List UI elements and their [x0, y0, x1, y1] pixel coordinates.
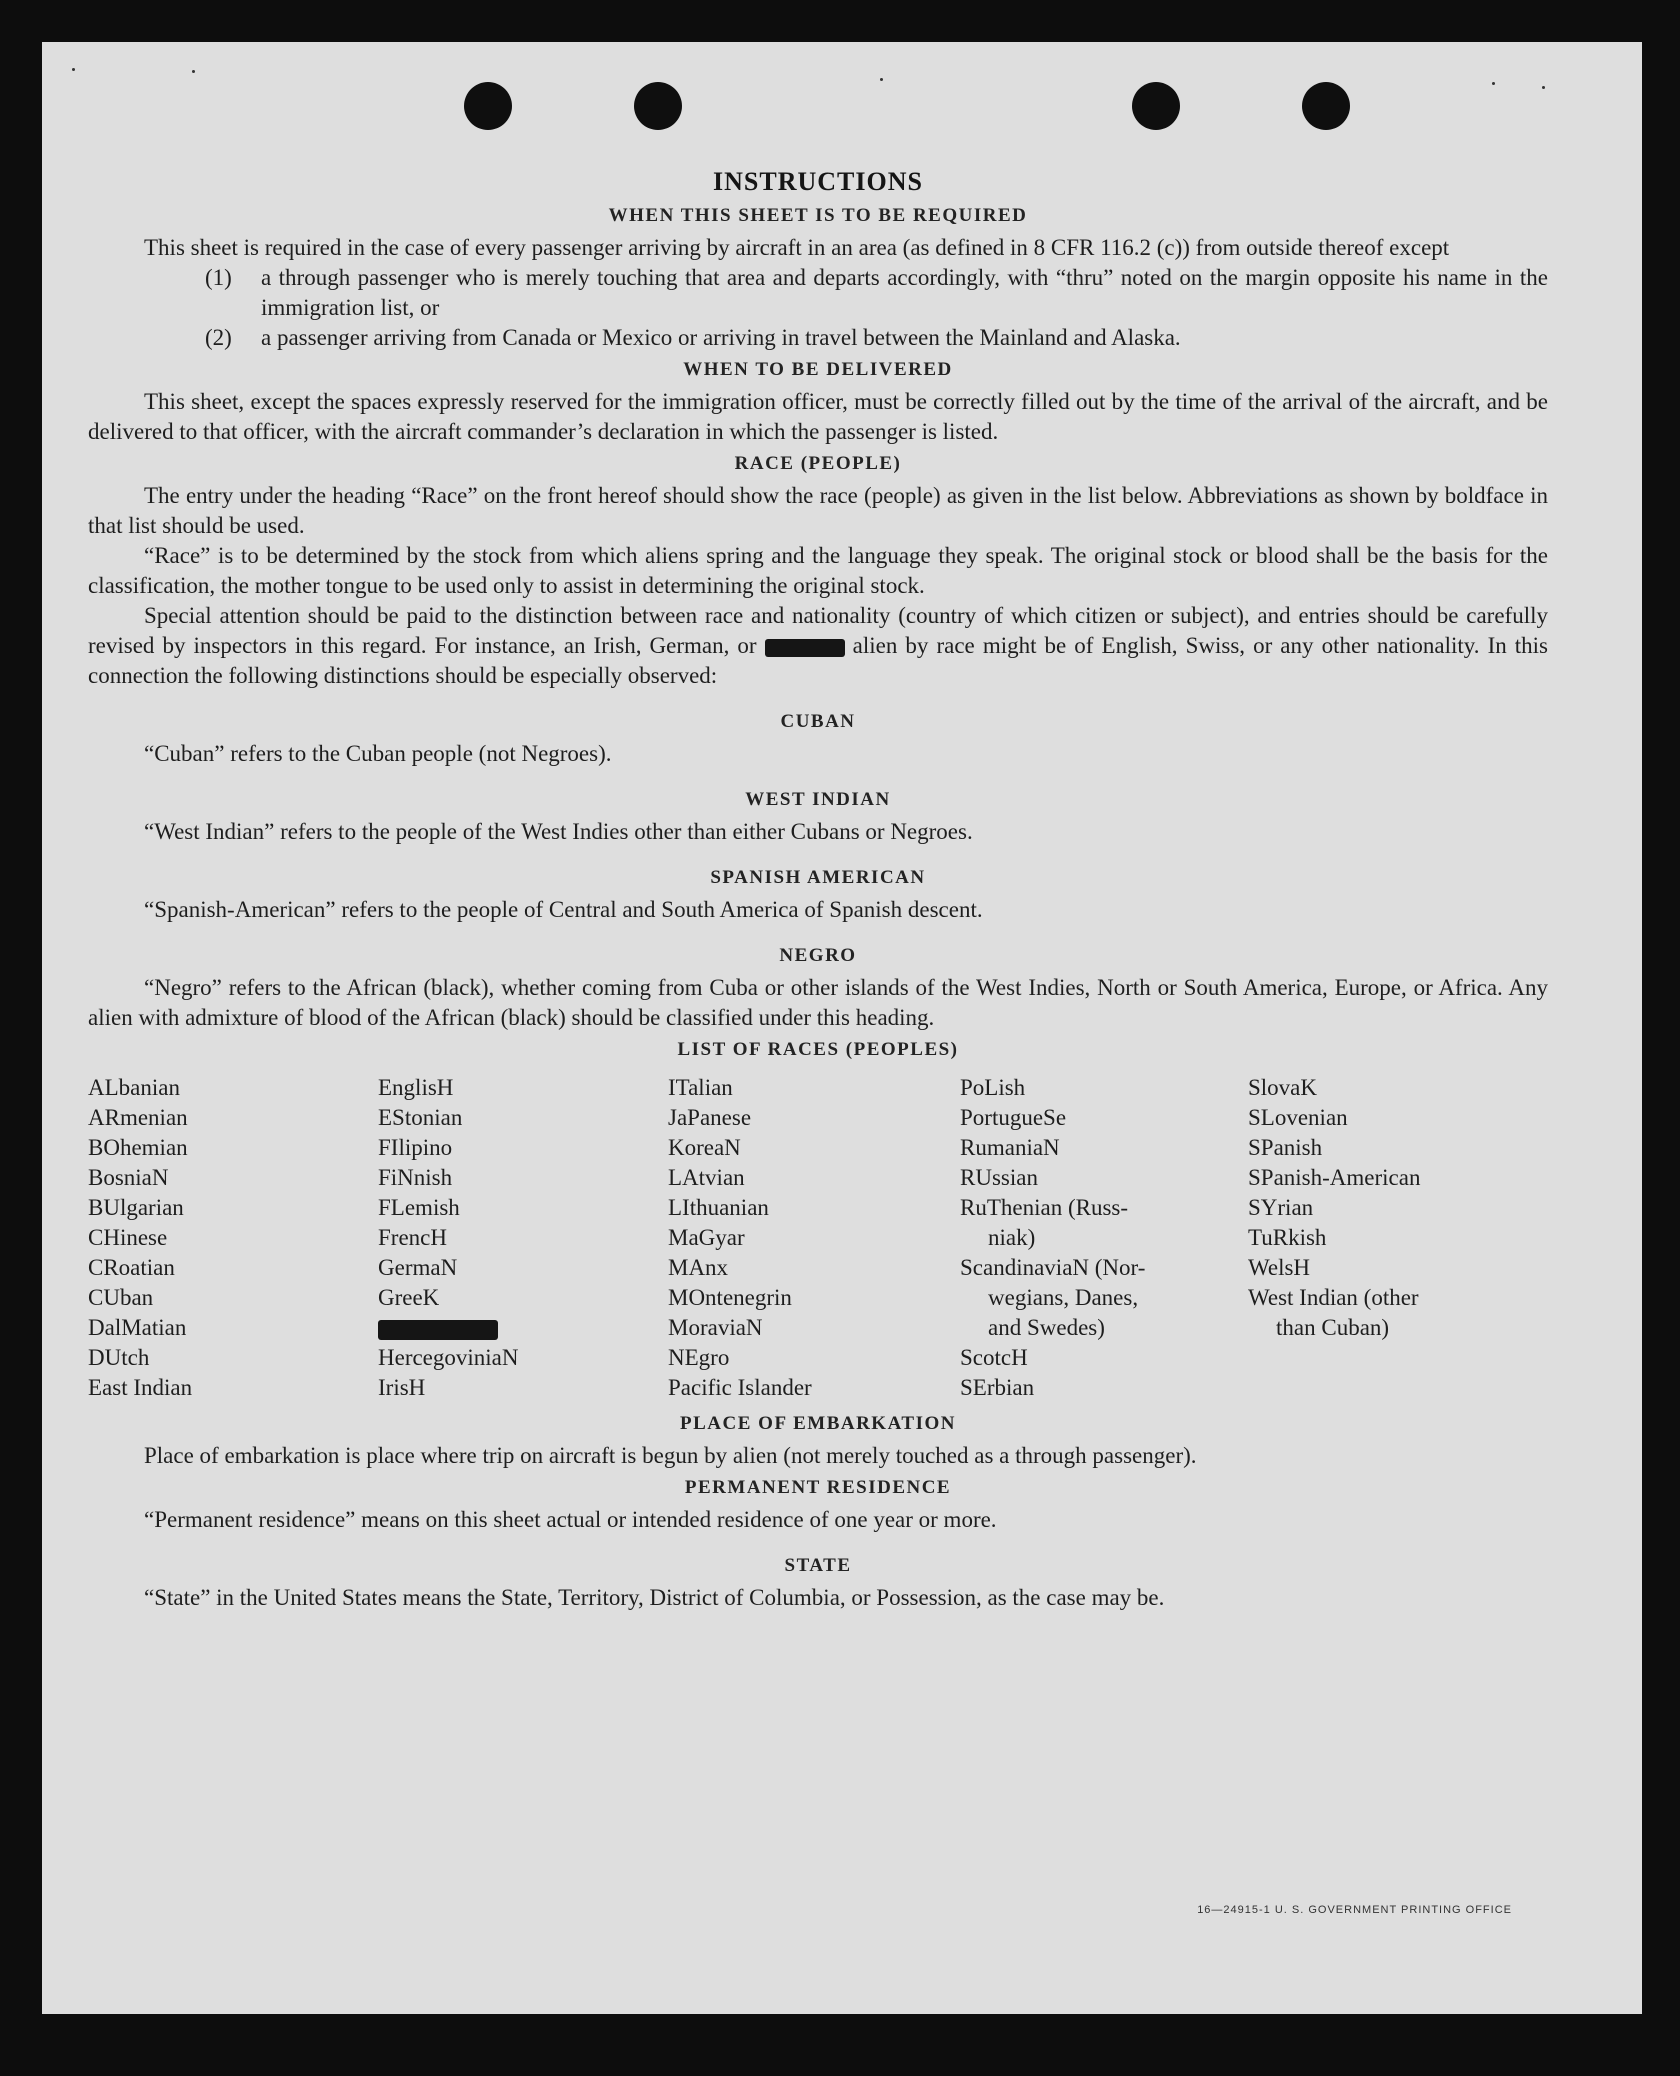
- race-item: WelsH: [1248, 1255, 1311, 1280]
- race-item: DalMatian: [88, 1315, 187, 1340]
- race-item: SErbian: [960, 1375, 1035, 1400]
- race-list: [88, 1073, 1548, 1403]
- printing-office-code: 16—24915-1 U. S. GOVERNMENT PRINTING OFFICE: [1197, 1904, 1512, 1916]
- section-heading-spanish-american: SPANISH AMERICAN: [710, 867, 926, 888]
- race-item: ARmenian: [88, 1105, 188, 1130]
- race-item: RumaniaN: [960, 1135, 1060, 1160]
- race-item-continued: than Cuban): [1276, 1315, 1390, 1340]
- dust-speck: [1542, 86, 1545, 89]
- race-item: ScotcH: [960, 1345, 1028, 1370]
- race-item: MoraviaN: [668, 1315, 763, 1340]
- race-item: SPanish-American: [1248, 1165, 1421, 1190]
- race-item: EnglisH: [378, 1075, 454, 1100]
- race-item: GreeK: [378, 1285, 440, 1310]
- race-item: ALbanian: [88, 1075, 180, 1100]
- race-item: CHinese: [88, 1225, 168, 1250]
- race-item: SLovenian: [1248, 1105, 1348, 1130]
- race-item: TuRkish: [1248, 1225, 1327, 1250]
- list-item: (2) a passenger arriving from Canada or Mexico or arriving in travel between the Mainland and Alaska.: [205, 325, 1181, 350]
- race-item: West Indian (other: [1248, 1285, 1419, 1310]
- section-heading-residence: PERMANENT RESIDENCE: [684, 1477, 952, 1498]
- race-column-5: [1248, 1073, 1548, 1403]
- race-item: HercegoviniaN: [378, 1345, 519, 1370]
- race-item-continued: niak): [988, 1225, 1036, 1250]
- list-item: (1) a through passenger who is merely touching that area and departs accordingly, with “thru” noted on the margin opposite his name in the immigration list, or: [205, 265, 1548, 320]
- race-item: MAnx: [668, 1255, 729, 1280]
- page-title: INSTRUCTIONS: [713, 167, 923, 196]
- race-item: FLemish: [378, 1195, 460, 1220]
- race-item: ITalian: [668, 1075, 733, 1100]
- race-item: SYrian: [1248, 1195, 1314, 1220]
- spanish-american-text: “Spanish-American” refers to the people of Central and South America of Spanish descent.: [144, 897, 983, 922]
- race-item: LAtvian: [668, 1165, 745, 1190]
- section-heading-cuban: CUBAN: [780, 711, 856, 732]
- section-heading-race: RACE (PEOPLE): [734, 453, 902, 474]
- race-item: NEgro: [668, 1345, 730, 1370]
- punch-hole: [464, 82, 512, 130]
- punch-hole: [1302, 82, 1350, 130]
- exception-list: [88, 263, 1548, 353]
- race-paragraph-3: Special attention should be paid to the distinction between race and nationality (country of which citizen or subject), and entries should be carefully revised by inspectors in this regard. For instance, an Irish, German, or alien by race might be of English, Swiss, or any other nationality. In this connection the following distinctions should be especially observed:: [88, 603, 1549, 688]
- race-item: BUlgarian: [88, 1195, 184, 1220]
- when-delivered-text: This sheet, except the spaces expressly reserved for the immigration officer, must be correctly filled out by the time of the arrival of the aircraft, and be delivered to that officer, with the aircraft commander’s declaration in which the passenger is listed.: [88, 389, 1548, 444]
- race-item: MaGyar: [668, 1225, 745, 1250]
- race-item: RuThenian (Russ-: [960, 1195, 1129, 1220]
- race-item: ScandinaviaN (Nor-: [960, 1255, 1146, 1280]
- race-paragraph-2: “Race” is to be determined by the stock from which aliens spring and the language they speak. The original stock or blood shall be the basis for the classification, the mother tongue to be used only to assist in determining the original stock.: [88, 543, 1548, 598]
- section-heading-list-of-races: LIST OF RACES (PEOPLES): [677, 1039, 959, 1060]
- race-item: FrencH: [378, 1225, 447, 1250]
- race-item-continued: wegians, Danes,: [988, 1285, 1139, 1310]
- section-heading-state: STATE: [784, 1555, 852, 1576]
- negro-text: “Negro” refers to the African (black), whether coming from Cuba or other islands of the West Indies, North or South America, Europe, or Africa. Any alien with admixture of blood of the African (black) should be classified under this heading.: [88, 975, 1548, 1030]
- redaction-mark: [765, 639, 845, 657]
- race-item: LIthuanian: [668, 1195, 769, 1220]
- race-item: KoreaN: [668, 1135, 741, 1160]
- residence-text: “Permanent residence” means on this sheet actual or intended residence of one year or more.: [144, 1507, 997, 1532]
- race-item: JaPanese: [668, 1105, 752, 1130]
- race-column-2: [378, 1073, 668, 1403]
- race-item: FiNnish: [378, 1165, 453, 1190]
- when-required-intro: This sheet is required in the case of every passenger arriving by aircraft in an area (as defined in 8 CFR 116.2 (c)) from outside thereof except: [144, 235, 1450, 260]
- race-item: PortugueSe: [960, 1105, 1067, 1130]
- race-item: MOntenegrin: [668, 1285, 792, 1310]
- section-heading-embarkation: PLACE OF EMBARKATION: [680, 1413, 956, 1434]
- race-item: SPanish: [1248, 1135, 1323, 1160]
- race-item: EStonian: [378, 1105, 463, 1130]
- dust-speck: [1492, 82, 1495, 85]
- race-item: IrisH: [378, 1375, 426, 1400]
- race-item: CUban: [88, 1285, 154, 1310]
- race-paragraph-1: The entry under the heading “Race” on the front hereof should show the race (people) as given in the list below. Abbreviations as shown by boldface in that list should be used.: [88, 483, 1548, 538]
- section-heading-negro: NEGRO: [779, 945, 857, 966]
- race-item: GermaN: [378, 1255, 458, 1280]
- race-column-1: [88, 1073, 378, 1403]
- race-item: Pacific Islander: [668, 1375, 812, 1400]
- race-item: RUssian: [960, 1165, 1038, 1190]
- document-sheet: [42, 42, 1642, 2014]
- west-indian-text: “West Indian” refers to the people of the West Indies other than either Cubans or Negroes.: [144, 819, 973, 844]
- race-column-3: [668, 1073, 960, 1403]
- redaction-mark: [378, 1320, 498, 1340]
- state-text: “State” in the United States means the State, Territory, District of Columbia, or Possession, as the case may be.: [144, 1585, 1165, 1610]
- section-heading-when-delivered: WHEN TO BE DELIVERED: [683, 359, 953, 380]
- race-item: East Indian: [88, 1375, 193, 1400]
- race-item-redacted: [378, 1313, 668, 1343]
- race-item: SlovaK: [1248, 1075, 1317, 1100]
- dust-speck: [192, 70, 195, 73]
- dust-speck: [72, 68, 75, 71]
- race-item: CRoatian: [88, 1255, 175, 1280]
- section-heading-west-indian: WEST INDIAN: [745, 789, 891, 810]
- instructions-content: [88, 167, 1548, 1613]
- race-item: FIlipino: [378, 1135, 453, 1160]
- race-item: PoLish: [960, 1075, 1026, 1100]
- embarkation-text: Place of embarkation is place where trip on aircraft is begun by alien (not merely touched as a through passenger).: [144, 1443, 1197, 1468]
- dust-speck: [880, 78, 883, 81]
- race-item: DUtch: [88, 1345, 150, 1370]
- race-item: BOhemian: [88, 1135, 188, 1160]
- race-item: BosniaN: [88, 1165, 169, 1190]
- punch-hole: [634, 82, 682, 130]
- race-column-4: [960, 1073, 1248, 1403]
- section-heading-when-required: WHEN THIS SHEET IS TO BE REQUIRED: [608, 205, 1028, 226]
- cuban-text: “Cuban” refers to the Cuban people (not Negroes).: [144, 741, 612, 766]
- race-item-continued: and Swedes): [988, 1315, 1105, 1340]
- punch-hole: [1132, 82, 1180, 130]
